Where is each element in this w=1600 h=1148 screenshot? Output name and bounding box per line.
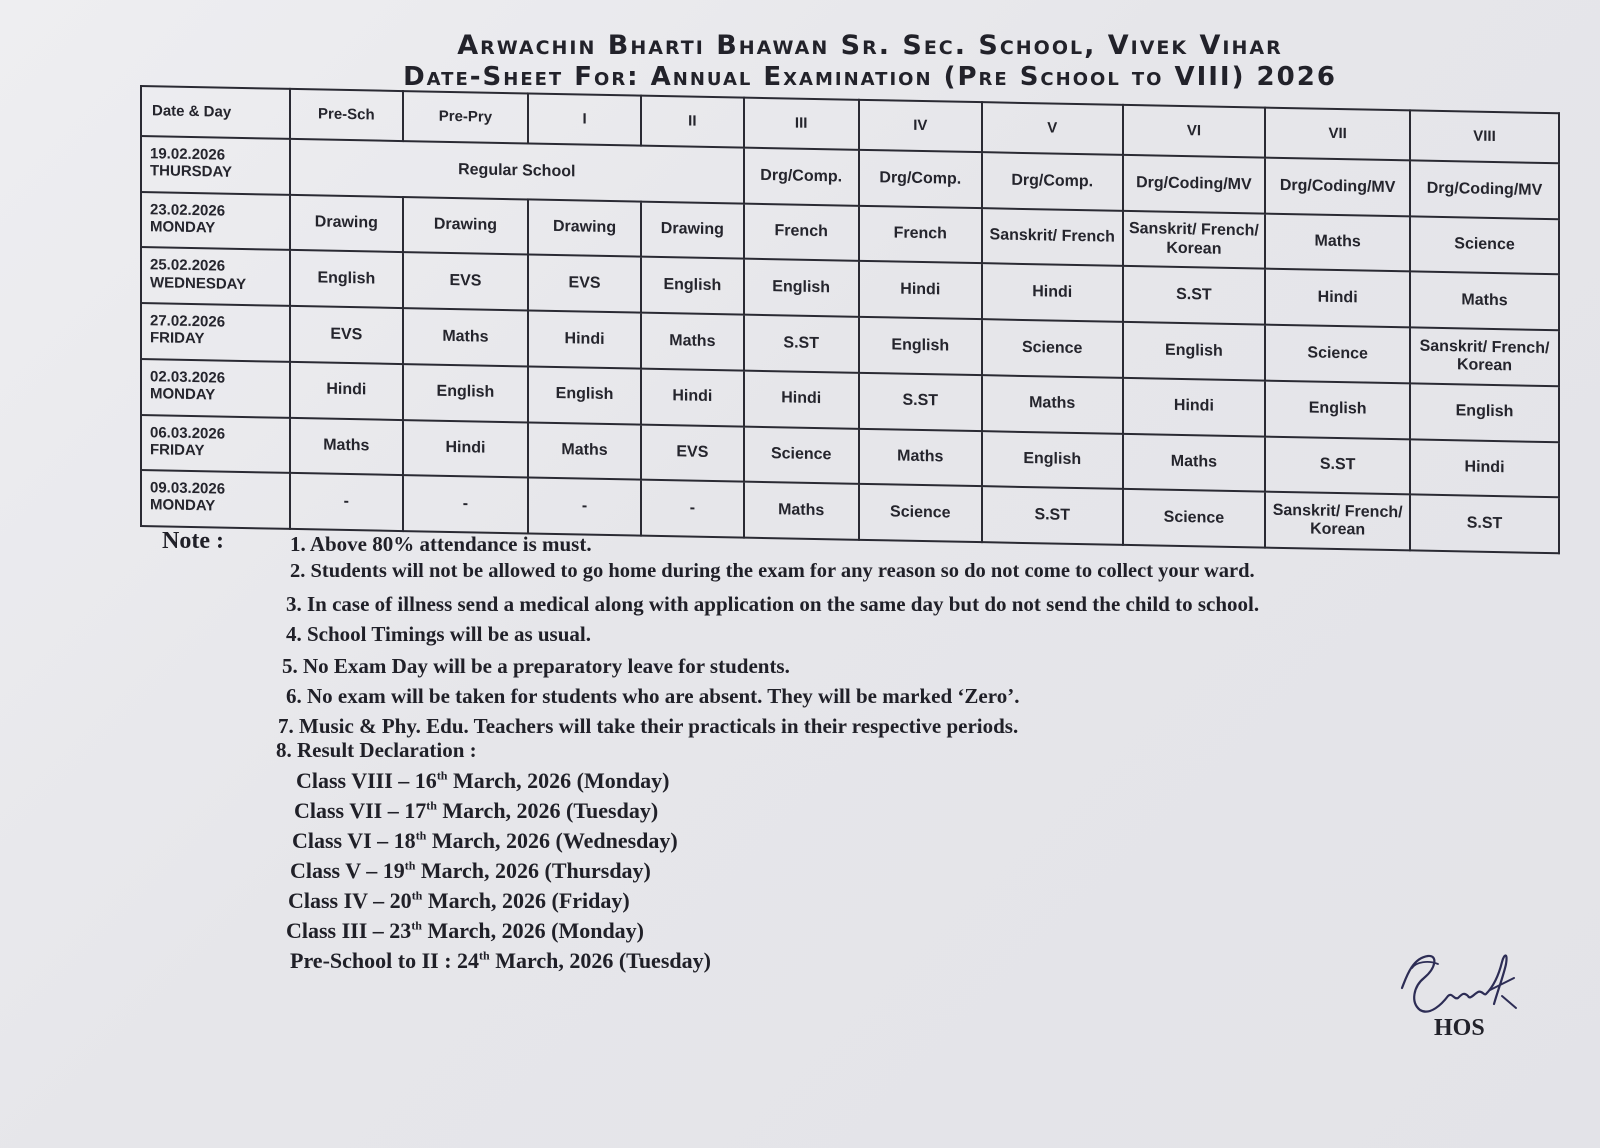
date-cell <box>141 247 290 306</box>
exam-date: 27.02.2026 <box>150 312 226 331</box>
subject-cell: Science <box>1265 325 1410 383</box>
result-month-day: March, 2026 (Monday) <box>421 918 645 943</box>
subject-cell: S.ST <box>744 315 859 373</box>
subject-cell: Science <box>859 484 982 542</box>
subject-cell: English <box>1410 383 1559 442</box>
subject-cell: Maths <box>1123 433 1266 491</box>
note-item: 7. Music & Phy. Edu. Teachers will take their practicals in their respective periods. <box>278 714 1019 738</box>
date-cell <box>141 136 290 195</box>
subject-cell: Maths <box>641 313 744 371</box>
subject-cell: Science <box>744 426 859 484</box>
subject-cell: Sanskrit/ French/ Korean <box>1410 327 1559 386</box>
result-month-day: March, 2026 (Monday) <box>447 768 670 793</box>
result-class-date: Class V – 19 <box>290 858 405 883</box>
note-item: 6. No exam will be taken for students who are absent. They will be marked ‘Zero’. <box>286 684 1020 708</box>
subject-cell: Maths <box>982 375 1123 433</box>
column-header: VIII <box>1410 110 1559 163</box>
regular-school-cell: Regular School <box>290 139 744 203</box>
note-item: 3. In case of illness send a medical along with application on the same day but do not send the child to school. <box>286 592 1260 616</box>
subject-cell: Drawing <box>641 201 744 259</box>
exam-day: MONDAY <box>150 496 216 515</box>
ordinal-suffix: th <box>411 888 423 903</box>
subject-cell: Sanskrit/ French/ Korean <box>1265 492 1410 551</box>
exam-day: FRIDAY <box>150 329 205 348</box>
result-class-date: Class VIII – 16 <box>296 768 437 793</box>
subject-cell: Science <box>1123 489 1266 548</box>
exam-date: 06.03.2026 <box>150 423 226 443</box>
exam-date: 02.03.2026 <box>150 368 226 387</box>
subject-cell: Hindi <box>641 368 744 426</box>
subject-cell: S.ST <box>1265 436 1410 494</box>
result-class-date: Class VI – 18 <box>292 828 416 853</box>
subject-cell: Drg/Coding/MV <box>1410 160 1559 219</box>
subject-cell: Maths <box>290 417 403 475</box>
subject-cell: EVS <box>403 252 528 310</box>
hos-label: HOS <box>1434 1015 1485 1041</box>
exam-day: MONDAY <box>150 218 216 237</box>
column-header: VI <box>1123 105 1266 158</box>
subject-cell: English <box>641 257 744 315</box>
ordinal-suffix: th <box>426 798 437 813</box>
subject-cell: Maths <box>1265 213 1410 271</box>
subject-cell: English <box>1123 322 1266 380</box>
subject-cell: - <box>641 480 744 538</box>
subject-cell: English <box>744 259 859 317</box>
subject-cell: Hindi <box>744 370 859 428</box>
subject-cell: - <box>403 475 528 533</box>
subject-cell: English <box>1265 380 1410 438</box>
ordinal-suffix: th <box>436 768 448 783</box>
subject-cell: French <box>859 206 982 264</box>
date-cell <box>141 415 290 474</box>
subject-cell: Hindi <box>859 261 982 319</box>
subject-cell: S.ST <box>1410 495 1559 554</box>
subject-cell: Drg/Comp. <box>859 150 982 208</box>
school-name: Arwachin Bharti Bhawan Sr. Sec. School, Vivek Vihar <box>457 30 1283 61</box>
subject-cell: English <box>859 317 982 375</box>
result-date-line <box>290 858 651 884</box>
result-class-date: Class VII – 17 <box>294 798 427 823</box>
subject-cell: Drg/Comp. <box>744 148 859 206</box>
result-month-day: March, 2026 (Tuesday) <box>489 948 711 973</box>
column-header: I <box>528 93 641 145</box>
subject-cell: EVS <box>641 424 744 482</box>
result-month-day: March, 2026 (Tuesday) <box>436 798 659 823</box>
subject-cell: Hindi <box>403 420 528 478</box>
column-header: Pre-Sch <box>290 89 403 141</box>
subject-cell: Hindi <box>528 311 641 369</box>
subject-cell: Science <box>982 319 1123 377</box>
subject-cell: EVS <box>290 306 403 364</box>
exam-day: THURSDAY <box>150 162 232 182</box>
exam-date: 23.02.2026 <box>150 200 226 220</box>
exam-date: 25.02.2026 <box>150 256 226 276</box>
subject-cell: Sanskrit/ French/ Korean <box>1123 211 1266 269</box>
column-header: V <box>982 102 1123 155</box>
subject-cell: Hindi <box>1123 378 1266 436</box>
result-month-day: March, 2026 (Friday) <box>422 888 630 913</box>
exam-date: 19.02.2026 <box>150 145 226 164</box>
note-item: 1. Above 80% attendance is must. <box>290 532 592 556</box>
result-class-date: Class IV – 20 <box>288 888 412 913</box>
subject-cell: Hindi <box>982 264 1123 322</box>
subject-cell: Drawing <box>528 199 641 257</box>
result-month-day: March, 2026 (Wednesday) <box>426 828 678 853</box>
subject-cell: English <box>528 366 641 424</box>
subject-cell: - <box>528 478 641 536</box>
result-month-day: March, 2026 (Thursday) <box>415 858 651 883</box>
result-date-line <box>288 888 630 914</box>
date-cell <box>141 470 290 529</box>
result-date-line <box>294 798 658 824</box>
datesheet-title: Date-Sheet For: Annual Examination (Pre School to VIII) 2026 <box>403 62 1337 92</box>
subject-cell: Drawing <box>290 195 403 253</box>
subject-cell: Maths <box>528 422 641 480</box>
date-cell <box>141 192 290 251</box>
note-item: 2. Students will not be allowed to go home during the exam for any reason so do not come to collect your ward. <box>290 560 1255 582</box>
column-header: II <box>641 96 744 148</box>
date-cell <box>141 359 290 418</box>
subject-cell: S.ST <box>982 486 1123 544</box>
subject-cell: Sanskrit/ French <box>982 208 1123 266</box>
subject-cell: - <box>290 473 403 531</box>
subject-cell: S.ST <box>1123 266 1266 324</box>
exam-day: WEDNESDAY <box>150 273 247 293</box>
subject-cell: Hindi <box>1265 269 1410 327</box>
subject-cell: Hindi <box>290 362 403 420</box>
subject-cell: Drawing <box>403 197 528 255</box>
subject-cell: French <box>744 203 859 261</box>
column-header: IV <box>859 100 982 152</box>
result-date-line <box>296 768 670 794</box>
result-class-date: Class III – 23 <box>286 918 412 943</box>
column-header: III <box>744 98 859 150</box>
result-date-line <box>290 948 711 974</box>
subject-cell: English <box>403 364 528 422</box>
result-date-line <box>286 918 644 944</box>
ordinal-suffix: th <box>415 828 427 843</box>
note-label: Note : <box>162 528 224 554</box>
subject-cell: English <box>290 250 403 308</box>
subject-cell: Hindi <box>1410 439 1559 498</box>
subject-cell: EVS <box>528 255 641 313</box>
exam-day: MONDAY <box>150 385 216 404</box>
note-item: 5. No Exam Day will be a preparatory leave for students. <box>282 654 790 678</box>
subject-cell: Science <box>1410 216 1559 275</box>
subject-cell: Drg/Coding/MV <box>1265 158 1410 216</box>
subject-cell: Maths <box>744 482 859 540</box>
column-header: Pre-Pry <box>403 91 528 143</box>
result-class-date: Pre-School to II : 24 <box>290 948 480 973</box>
ordinal-suffix: th <box>411 918 422 933</box>
exam-schedule <box>140 85 1560 554</box>
column-header: VII <box>1265 108 1410 161</box>
subject-cell: Drg/Coding/MV <box>1123 155 1266 213</box>
ordinal-suffix: th <box>404 858 416 873</box>
date-cell <box>141 303 290 362</box>
subject-cell: Maths <box>1410 272 1559 331</box>
subject-cell: Maths <box>859 428 982 486</box>
ordinal-suffix: th <box>479 948 490 963</box>
note-item: 8. Result Declaration : <box>276 738 477 762</box>
subject-cell: Drg/Comp. <box>982 152 1123 210</box>
result-date-line <box>292 828 678 854</box>
subject-cell: S.ST <box>859 373 982 431</box>
note-item: 4. School Timings will be as usual. <box>286 622 591 646</box>
schedule-table <box>140 85 1560 554</box>
subject-cell: English <box>982 431 1123 489</box>
column-header: Date & Day <box>141 86 290 139</box>
subject-cell: Maths <box>403 308 528 366</box>
exam-day: FRIDAY <box>150 440 205 460</box>
exam-date: 09.03.2026 <box>150 479 226 498</box>
